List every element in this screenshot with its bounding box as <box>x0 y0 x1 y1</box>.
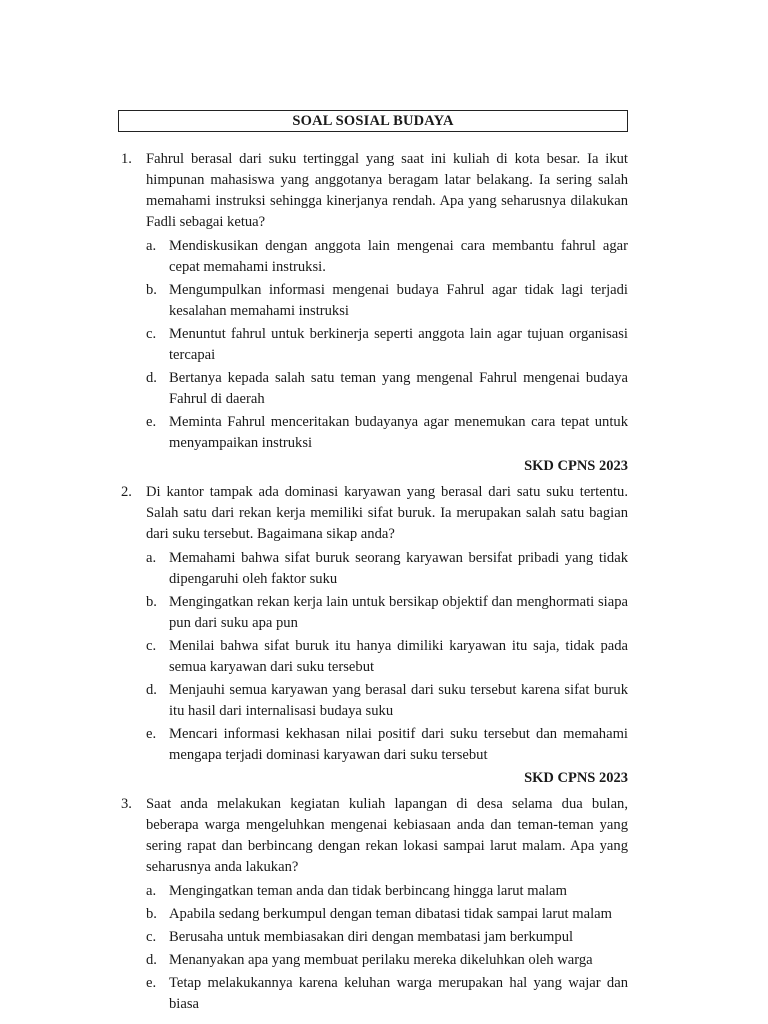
question-2 <box>118 482 628 766</box>
option-list <box>146 236 628 454</box>
option-letter: d. <box>146 682 157 698</box>
option-b <box>146 904 628 925</box>
option-c <box>146 324 628 366</box>
option-d <box>146 680 628 722</box>
option-text: Bertanya kepada salah satu teman yang mengenal Fahrul mengenai budaya Fahrul di daerah <box>169 370 628 407</box>
option-list <box>146 881 628 1015</box>
option-text: Mendiskusikan dengan anggota lain mengenai cara membantu fahrul agar cepat memahami instruksi. <box>169 238 628 275</box>
option-e <box>146 973 628 1015</box>
question-number: 3. <box>121 796 132 812</box>
source-label: SKD CPNS 2023 <box>524 458 628 474</box>
option-letter: c. <box>146 326 157 342</box>
option-letter: a. <box>146 883 157 899</box>
option-b <box>146 592 628 634</box>
option-e <box>146 724 628 766</box>
option-text: Mengingatkan rekan kerja lain untuk bersikap objektif dan menghormati siapa pun dari suku apa pun <box>169 594 628 631</box>
option-text: Mencari informasi kekhasan nilai positif dari suku tersebut dan memahami mengapa terjadi dominasi karyawan dari suku tersebut <box>169 726 628 763</box>
question-3 <box>118 794 628 1015</box>
question-number: 2. <box>121 484 132 500</box>
option-text: Apabila sedang berkumpul dengan teman dibatasi tidak sampai larut malam <box>169 906 612 922</box>
option-b <box>146 280 628 322</box>
question-number: 1. <box>121 151 132 167</box>
option-text: Berusaha untuk membiasakan diri dengan membatasi jam berkumpul <box>169 929 574 945</box>
option-text: Meminta Fahrul menceritakan budayanya agar menemukan cara tepat untuk menyampaikan instruksi <box>169 414 628 451</box>
option-letter: b. <box>146 282 157 298</box>
option-c <box>146 927 628 948</box>
page-title: SOAL SOSIAL BUDAYA <box>118 110 628 132</box>
option-letter: e. <box>146 726 157 742</box>
question-text: Saat anda melakukan kegiatan kuliah lapangan di desa selama dua bulan, beberapa warga mengeluhkan mengenai kebiasaan anda dan teman-teman yang sering rapat dan berbincang dengan rekan lokasi sampai larut malam. Apa yang seharusnya anda lakukan? <box>146 796 628 875</box>
option-text: Menilai bahwa sifat buruk itu hanya dimiliki karyawan itu saja, tidak pada semua karyawan dari suku tersebut <box>169 638 628 675</box>
option-letter: a. <box>146 550 157 566</box>
option-text: Menuntut fahrul untuk berkinerja seperti anggota lain agar tujuan organisasi tercapai <box>169 326 628 363</box>
option-e <box>146 412 628 454</box>
question-text: Fahrul berasal dari suku tertinggal yang saat ini kuliah di kota besar. Ia ikut himpunan mahasiswa yang anggotanya beragam latar belakang. Ia sering salah memahami instruksi sehingga kinerjanya rendah. Apa yang seharusnya dilakukan Fadli sebagai ketua? <box>146 151 628 230</box>
document-page <box>118 110 628 1012</box>
option-text: Menanyakan apa yang membuat perilaku mereka dikeluhkan oleh warga <box>169 952 593 968</box>
source-label: SKD CPNS 2023 <box>524 770 628 786</box>
option-letter: a. <box>146 238 157 254</box>
option-letter: d. <box>146 370 157 386</box>
option-letter: e. <box>146 975 157 991</box>
option-c <box>146 636 628 678</box>
option-letter: b. <box>146 906 157 922</box>
option-a <box>146 236 628 278</box>
question-text: Di kantor tampak ada dominasi karyawan yang berasal dari satu suku tertentu. Salah satu dari rekan kerja memiliki sifat buruk. Ia merupakan salah satu bagian dari suku tersebut. Bagaimana sikap anda? <box>146 484 628 542</box>
option-text: Tetap melakukannya karena keluhan warga merupakan hal yang wajar dan biasa <box>169 975 628 1012</box>
option-letter: e. <box>146 414 157 430</box>
option-d <box>146 368 628 410</box>
option-a <box>146 548 628 590</box>
question-1 <box>118 149 628 454</box>
option-a <box>146 881 628 902</box>
option-letter: c. <box>146 638 157 654</box>
option-text: Memahami bahwa sifat buruk seorang karyawan bersifat pribadi yang tidak dipengaruhi oleh faktor suku <box>169 550 628 587</box>
option-letter: b. <box>146 594 157 610</box>
option-list <box>146 548 628 766</box>
option-letter: d. <box>146 952 157 968</box>
option-text: Menjauhi semua karyawan yang berasal dari suku tersebut karena sifat buruk itu hasil dari internalisasi budaya suku <box>169 682 628 719</box>
option-text: Mengingatkan teman anda dan tidak berbincang hingga larut malam <box>169 883 567 899</box>
option-text: Mengumpulkan informasi mengenai budaya Fahrul agar tidak lagi terjadi kesalahan memahami instruksi <box>169 282 628 319</box>
option-letter: c. <box>146 929 157 945</box>
option-d <box>146 950 628 971</box>
